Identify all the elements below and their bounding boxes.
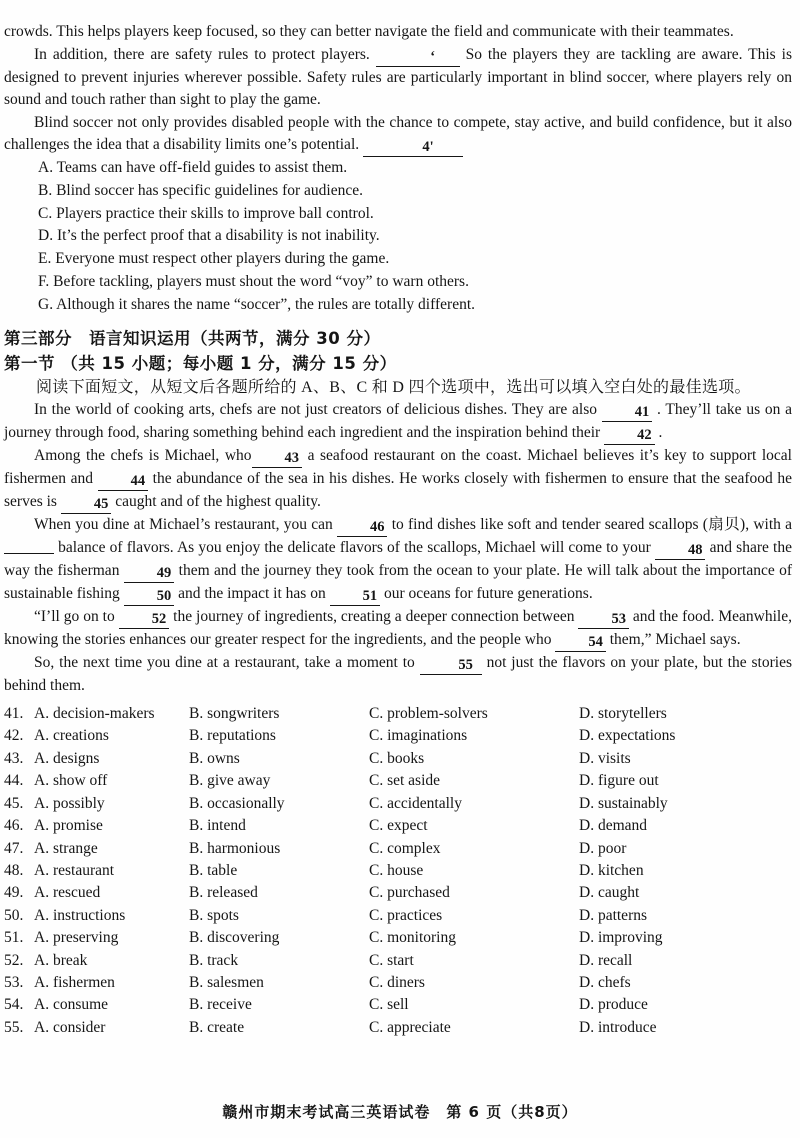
- option-d: D. storytellers: [579, 705, 667, 723]
- option-b: B. intend: [189, 817, 246, 835]
- option-b: B. occasionally: [189, 794, 285, 812]
- option-a: A. consider: [34, 1018, 106, 1036]
- option-a: A. break: [34, 951, 88, 969]
- option-a: A. fishermen: [34, 973, 115, 991]
- option-b: B. reputations: [189, 727, 276, 745]
- option-b: B. create: [189, 1018, 245, 1036]
- blank-unlabeled: [4, 538, 54, 554]
- cloze-paragraphs: [4, 399, 792, 698]
- question-number: 42.: [4, 727, 24, 745]
- option-b: B. harmonious: [189, 839, 281, 857]
- reading-option-A: A. Teams can have off-field guides to assist them.: [38, 159, 348, 176]
- cloze-option-row-48: [4, 860, 792, 882]
- option-d: D. sustainably: [579, 794, 668, 812]
- option-a: A. preserving: [34, 929, 119, 947]
- option-d: D. produce: [579, 996, 648, 1014]
- reading-paragraph-3: Blind soccer not only provides disabled people with the chance to compete, stay active, and build confidence, but it also challenges the idea that a disability limits one’s potential. 4': [4, 113, 792, 155]
- blank-45: 45: [61, 498, 112, 514]
- cloze-option-row-46: [4, 815, 792, 837]
- option-d: D. introduce: [579, 1018, 657, 1036]
- blank-46: 46: [337, 521, 388, 537]
- question-number: 46.: [4, 817, 24, 835]
- option-d: D. caught: [579, 884, 640, 902]
- cloze-option-row-52: [4, 950, 792, 972]
- option-d: D. figure out: [579, 772, 659, 790]
- option-a: A. decision-makers: [34, 705, 155, 723]
- question-number: 51.: [4, 929, 24, 947]
- cloze-option-row-42: [4, 725, 792, 747]
- option-b: B. salesmen: [189, 973, 264, 991]
- option-d: D. expectations: [579, 727, 676, 745]
- option-d: D. visits: [579, 749, 631, 767]
- option-b: B. spots: [189, 906, 239, 924]
- option-b: B. receive: [189, 996, 252, 1014]
- option-c: C. diners: [369, 973, 425, 991]
- question-number: 49.: [4, 884, 24, 902]
- part3-heading: 第三部分 语言知识运用（共两节，满分 30 分）: [4, 328, 381, 348]
- blank-54: 54: [555, 636, 606, 652]
- option-c: C. house: [369, 861, 424, 879]
- page-footer: 赣州市期末考试高三英语试卷 第 6 页（共8页）: [222, 1103, 578, 1121]
- reading-option-D: D. It’s the perfect proof that a disability is not inability.: [38, 227, 380, 245]
- part3-section: [4, 326, 792, 1040]
- blank-‘: ‘: [376, 51, 460, 67]
- blank-41: 41: [602, 406, 653, 422]
- reading-option-E: E. Everyone must respect other players during the game.: [38, 250, 390, 268]
- reading-comprehension-section: [4, 21, 792, 317]
- option-b: B. owns: [189, 749, 240, 767]
- blank-4': 4': [363, 141, 463, 157]
- option-a: A. strange: [34, 839, 98, 857]
- option-a: A. creations: [34, 727, 109, 745]
- blank-43: 43: [252, 452, 303, 468]
- question-number: 48.: [4, 861, 24, 879]
- option-a: A. rescued: [34, 884, 101, 902]
- option-c: C. expect: [369, 817, 428, 835]
- cloze-option-row-45: [4, 793, 792, 815]
- part3-subheading: 第一节 （共 15 小题；每小题 1 分，满分 15 分）: [4, 353, 397, 373]
- blank-48: 48: [655, 544, 706, 560]
- option-b: B. songwriters: [189, 705, 280, 723]
- part3-instruction: 阅读下面短文，从短文后各题所给的 A、B、C 和 D 四个选项中，选出可以填入空白处的最佳选项。: [36, 378, 751, 396]
- question-number: 45.: [4, 794, 24, 812]
- option-a: A. designs: [34, 749, 100, 767]
- option-d: D. improving: [579, 929, 663, 947]
- option-c: C. accidentally: [369, 794, 462, 812]
- question-number: 50.: [4, 906, 24, 924]
- blank-44: 44: [98, 475, 149, 491]
- option-c: C. practices: [369, 906, 443, 924]
- cloze-option-row-49: [4, 882, 792, 904]
- option-b: B. give away: [189, 772, 271, 790]
- cloze-paragraph-4: “I’ll go on to 52 the journey of ingredients, creating a deeper connection between 53 and the food. Meanwhile, knowing the stories enhances our greater respect for the ingredients, and the people who 54 them,” Michael says.: [4, 607, 792, 650]
- cloze-option-row-44: [4, 770, 792, 792]
- cloze-option-row-53: [4, 972, 792, 994]
- option-c: C. complex: [369, 839, 441, 857]
- cloze-option-row-47: [4, 838, 792, 860]
- question-number: 52.: [4, 951, 24, 969]
- option-c: C. start: [369, 951, 414, 969]
- option-b: B. table: [189, 861, 238, 879]
- question-number: 47.: [4, 839, 24, 857]
- option-c: C. books: [369, 749, 425, 767]
- reading-option-B: B. Blind soccer has specific guidelines for audience.: [38, 181, 363, 199]
- option-d: D. poor: [579, 839, 627, 857]
- cloze-option-row-43: [4, 748, 792, 770]
- option-c: C. sell: [369, 996, 409, 1014]
- question-number: 53.: [4, 973, 24, 991]
- option-c: C. appreciate: [369, 1018, 451, 1036]
- option-c: C. problem-solvers: [369, 705, 488, 723]
- blank-42: 42: [604, 429, 655, 445]
- reading-paragraphs: [4, 21, 792, 157]
- option-a: A. possibly: [34, 794, 105, 812]
- reading-options-list: [38, 157, 792, 317]
- cloze-paragraph-5: So, the next time you dine at a restaurant, take a moment to 55 not just the flavors on your plate, but the stories behind them.: [4, 653, 792, 694]
- blank-50: 50: [124, 590, 175, 606]
- cloze-options-table: [4, 703, 792, 1039]
- option-d: D. recall: [579, 951, 633, 969]
- reading-option-G: G. Although it shares the name “soccer”, the rules are totally different.: [38, 295, 476, 313]
- option-a: A. promise: [34, 817, 103, 835]
- question-number: 54.: [4, 996, 24, 1014]
- question-number: 55.: [4, 1018, 24, 1036]
- option-c: C. purchased: [369, 884, 450, 902]
- option-d: D. kitchen: [579, 861, 644, 879]
- option-d: D. patterns: [579, 906, 648, 924]
- blank-53: 53: [578, 613, 629, 629]
- cloze-paragraph-2: Among the chefs is Michael, who 43 a seafood restaurant on the coast. Michael believes it’s key to support local fishermen and 44 the abundance of the sea in his dishes. He works closely with fishermen to ensure that the seafood he serves is 45 caught and of the highest quality.: [4, 446, 792, 512]
- option-a: A. restaurant: [34, 861, 115, 879]
- blank-51: 51: [330, 590, 381, 606]
- option-c: C. monitoring: [369, 929, 456, 947]
- option-a: A. show off: [34, 772, 108, 790]
- option-a: A. consume: [34, 996, 109, 1014]
- blank-49: 49: [124, 567, 175, 583]
- option-c: C. set aside: [369, 772, 441, 790]
- option-b: B. released: [189, 884, 258, 902]
- option-d: D. chefs: [579, 973, 631, 991]
- option-d: D. demand: [579, 817, 648, 835]
- question-number: 43.: [4, 749, 24, 767]
- option-c: C. imaginations: [369, 727, 468, 745]
- reading-paragraph-2: In addition, there are safety rules to protect players. ‘ So the players they are tackling are aware. This is designed to prevent injuries wherever possible. Safety rules are particularly important in blind soccer, where players rely on sound and touch rather than sight to play the game.: [4, 45, 792, 108]
- cloze-option-row-51: [4, 927, 792, 949]
- question-number: 44.: [4, 772, 24, 790]
- cloze-option-row-55: [4, 1017, 792, 1039]
- reading-paragraph-1: crowds. This helps players keep focused, so they can better navigate the field and communicate with their teammates.: [4, 23, 734, 40]
- blank-52: 52: [119, 613, 170, 629]
- option-b: B. discovering: [189, 929, 280, 947]
- cloze-option-row-41: [4, 703, 792, 725]
- cloze-option-row-50: [4, 905, 792, 927]
- cloze-option-row-54: [4, 994, 792, 1016]
- option-b: B. track: [189, 951, 239, 969]
- blank-55: 55: [420, 659, 482, 675]
- option-a: A. instructions: [34, 906, 126, 924]
- question-number: 41.: [4, 705, 24, 723]
- cloze-paragraph-3: When you dine at Michael’s restaurant, you can 46 to find dishes like soft and tender seared scallops (扇贝), with a balance of flavors. As you enjoy the delicate flavors of the scallops, Michael will come to your 48 and share the way the fisherman 49 them and the journey they took from the ocean to your plate. He will talk about the importance of sustainable fishing 50 and the impact it has on 51 our oceans for future generations.: [4, 515, 793, 604]
- reading-option-F: F. Before tackling, players must shout the word “voy” to warn others.: [38, 272, 469, 290]
- reading-option-C: C. Players practice their skills to improve ball control.: [38, 204, 374, 222]
- cloze-paragraph-1: In the world of cooking arts, chefs are not just creators of delicious dishes. They are also 41 . They’ll take us on a journey through food, sharing something behind each ingredient and the inspiration behind their 42 .: [4, 400, 792, 443]
